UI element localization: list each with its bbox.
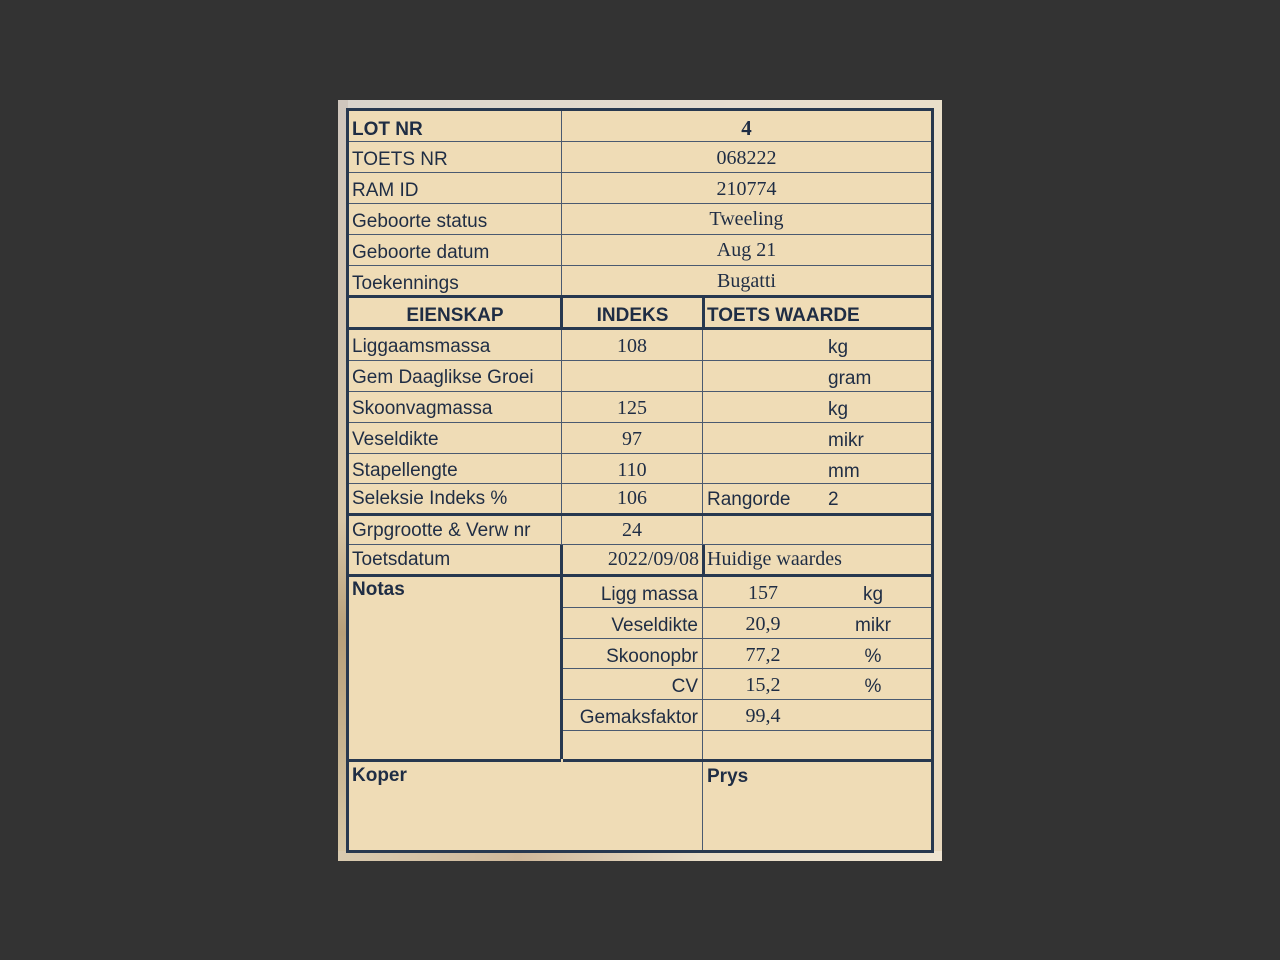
trait-unit: kg [828,337,849,358]
toekennings-label: Toekennings [352,273,459,294]
current-value: 99,4 [745,705,781,727]
toets-nr-label: TOETS NR [352,149,448,170]
current-values-block [563,577,931,762]
current-value-unit [818,700,928,730]
trait-index: 125 [617,397,647,419]
geboorte-status-value: Tweeling [709,208,784,230]
toetsdatum-label: Toetsdatum [352,549,451,570]
notas-cell [349,577,561,762]
toets-nr-value: 068222 [716,147,777,169]
trait-row [349,330,931,361]
lot-table [346,108,934,853]
rangorde-label: Rangorde [707,489,791,510]
lot-nr-value: 4 [741,116,752,140]
current-value-unit: % [864,646,882,667]
seleksie-label: Seleksie Indeks % [352,488,508,509]
trait-name: Stapellengte [352,460,458,481]
current-value-label: Ligg massa [600,584,698,605]
ram-id-label: RAM ID [352,180,419,201]
current-value-unit: % [864,676,882,697]
notas-label: Notas [352,579,405,600]
footer-row [349,762,931,850]
trait-name: Liggaamsmassa [352,336,491,357]
current-value: 20,9 [745,613,781,635]
current-value: 157 [748,582,778,604]
row-toekennings [349,266,931,298]
current-value-row [563,700,931,731]
row-seleksie-indeks [349,484,931,516]
trait-unit: gram [828,368,872,389]
trait-unit: mm [828,461,860,482]
row-geboorte-datum [349,235,931,266]
trait-unit: kg [828,399,849,420]
geboorte-status-label: Geboorte status [352,211,488,232]
ram-id-value: 210774 [716,178,777,200]
trait-unit: mikr [828,430,864,451]
trait-row [349,361,931,392]
row-ram-id [349,173,931,204]
trait-name: Gem Daaglikse Groei [352,367,534,388]
geboorte-datum-value: Aug 21 [716,239,777,261]
rangorde-value: 2 [828,489,839,510]
current-value-row [563,639,931,669]
trait-index: 108 [617,335,647,357]
huidige-waardes-label: Huidige waardes [707,548,842,570]
trait-name: Veseldikte [352,429,439,450]
toetsdatum-value: 2022/09/08 [607,548,699,570]
trait-row [349,423,931,454]
trait-index [562,361,702,391]
trait-row [349,392,931,423]
row-lot-nr [349,111,931,142]
lot-nr-label: LOT NR [352,119,423,140]
trait-name: Skoonvagmassa [352,398,493,419]
row-toets-nr [349,142,931,173]
row-grpgrootte [349,516,931,545]
geboorte-datum-label: Geboorte datum [352,242,490,263]
current-value-label: CV [671,676,698,697]
current-value: 15,2 [745,674,781,696]
grpgrootte-label: Grpgrootte & Verw nr [352,520,531,541]
col-toets-waarde-header: TOETS WAARDE [707,305,860,326]
current-value-row [563,669,931,700]
row-geboorte-status [349,204,931,235]
current-value-label: Veseldikte [611,615,698,636]
row-toetsdatum [349,545,931,577]
current-value-label: Gemaksfaktor [579,707,698,728]
current-value-row [563,577,931,608]
trait-row [349,454,931,484]
col-indeks-header: INDEKS [596,305,669,326]
current-value-row [563,608,931,639]
toekennings-value: Bugatti [717,270,776,292]
current-value: 77,2 [745,644,781,666]
grpgrootte-value: 24 [622,519,642,541]
current-value-label: Skoonopbr [606,646,698,667]
trait-index: 97 [622,428,642,450]
current-value-unit: mikr [855,615,891,636]
koper-label: Koper [352,765,407,786]
row-column-headers [349,298,931,330]
seleksie-index: 106 [617,487,647,509]
col-eienskap-header: EIENSKAP [406,305,504,326]
trait-index: 110 [617,459,647,481]
current-value-unit: kg [862,584,884,605]
prys-label: Prys [707,766,749,787]
